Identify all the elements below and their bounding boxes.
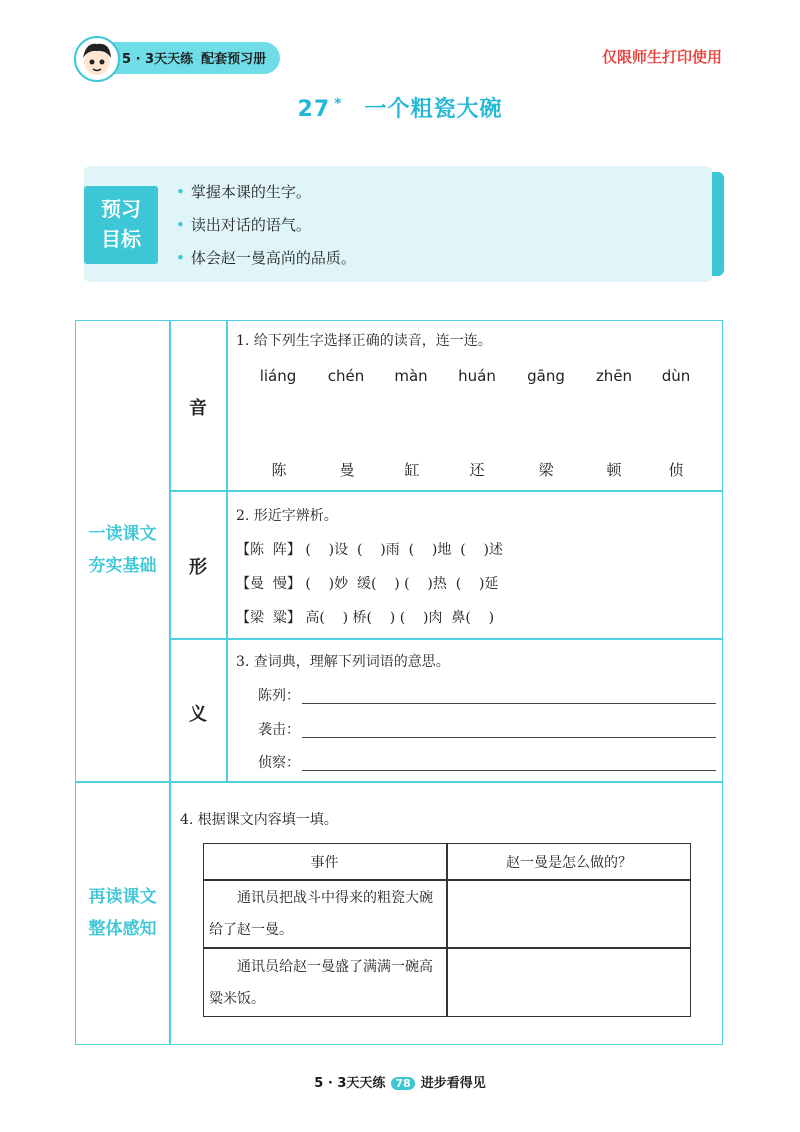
question-4: 4. 根据课文内容填一填。	[180, 812, 338, 828]
lesson-star: *	[334, 95, 343, 112]
answer-line[interactable]	[302, 770, 716, 771]
compare-row: 【曼 慢】 ( )妙 缓( ) ( )热 ( )延	[236, 576, 499, 592]
pinyin-item: màn	[394, 367, 428, 385]
compare-row: 【陈 阵】 ( )设 ( )雨 ( )地 ( )述	[236, 542, 503, 558]
pinyin-item: chén	[327, 367, 365, 385]
pinyin-item: gāng	[527, 367, 565, 385]
hanzi-item: 曼	[339, 461, 355, 479]
pinyin-item: liáng	[259, 367, 297, 385]
answer-cell[interactable]	[452, 951, 684, 1015]
divider	[226, 320, 228, 781]
question-2: 2. 形近字辨析。	[236, 508, 338, 524]
answer-cell[interactable]	[452, 882, 684, 946]
section2-label: 再读课文 整体感知	[88, 887, 157, 939]
event-cell: 通讯员给赵一曼盛了满满一碗高粱米饭。	[209, 959, 433, 1007]
hanzi-item: 缸	[404, 461, 420, 479]
term-label: 侦察：	[258, 755, 300, 771]
bullet-icon: •	[176, 216, 185, 234]
hanzi-item: 顿	[606, 461, 622, 479]
hanzi-item: 梁	[538, 461, 554, 479]
brand-name: 5 · 3天天练	[122, 52, 194, 67]
lesson-name: 一个粗瓷大碗	[364, 97, 503, 122]
print-notice: 仅限师生打印使用	[601, 48, 722, 66]
divider	[203, 879, 691, 881]
brand-subtitle: 配套预习册	[201, 52, 267, 67]
divider	[169, 781, 171, 1045]
answer-line[interactable]	[302, 737, 716, 738]
divider	[203, 947, 691, 949]
hanzi-item: 侦	[668, 461, 684, 479]
compare-row: 【梁 粱】 高( ) 桥( ) ( )肉 鼻( )	[236, 610, 495, 626]
goals-tag-line1: 预习	[101, 197, 141, 221]
yi-label: 义	[189, 704, 207, 725]
term-label: 陈列：	[258, 688, 300, 704]
term-label: 袭击：	[258, 722, 300, 738]
goal-item: • 掌握本课的生字。	[176, 183, 311, 201]
lesson-number: 27	[297, 97, 331, 122]
section1-label: 一读课文 夯实基础	[88, 524, 157, 576]
page-number: 78	[391, 1077, 414, 1090]
lesson-title	[0, 92, 800, 123]
goals-tag-line2: 目标	[101, 227, 141, 251]
footer-slogan: 进步看得见	[420, 1076, 486, 1091]
hanzi-item: 还	[469, 461, 485, 479]
footer-brand: 5 · 3天天练	[314, 1076, 386, 1091]
answer-line[interactable]	[302, 703, 716, 704]
question-3: 3. 查词典，理解下列词语的意思。	[236, 654, 450, 670]
yin-label: 音	[189, 398, 207, 419]
question-1: 1. 给下列生字选择正确的读音，连一连。	[236, 333, 492, 349]
event-cell: 通讯员把战斗中得来的粗瓷大碗给了赵一曼。	[209, 890, 433, 938]
xing-label: 形	[189, 557, 207, 578]
mascot-logo	[74, 36, 120, 82]
divider	[169, 490, 723, 492]
goals-accent-bar	[712, 172, 724, 276]
hanzi-item: 陈	[271, 461, 287, 479]
goals-list	[176, 176, 356, 275]
pinyin-item: zhēn	[595, 367, 633, 385]
bullet-icon: •	[176, 183, 185, 201]
bullet-icon: •	[176, 249, 185, 267]
event-header: 事件	[310, 855, 339, 871]
action-header: 赵一曼是怎么做的？	[506, 855, 632, 871]
pinyin-item: dùn	[661, 367, 691, 385]
goals-tag	[84, 186, 158, 264]
goal-item: • 读出对话的语气。	[176, 216, 311, 234]
divider	[75, 781, 723, 783]
brand-title	[122, 48, 266, 67]
divider	[169, 638, 723, 640]
goal-item: • 体会赵一曼高尚的品质。	[176, 249, 356, 267]
page-footer	[0, 1072, 800, 1091]
pinyin-item: huán	[458, 367, 496, 385]
